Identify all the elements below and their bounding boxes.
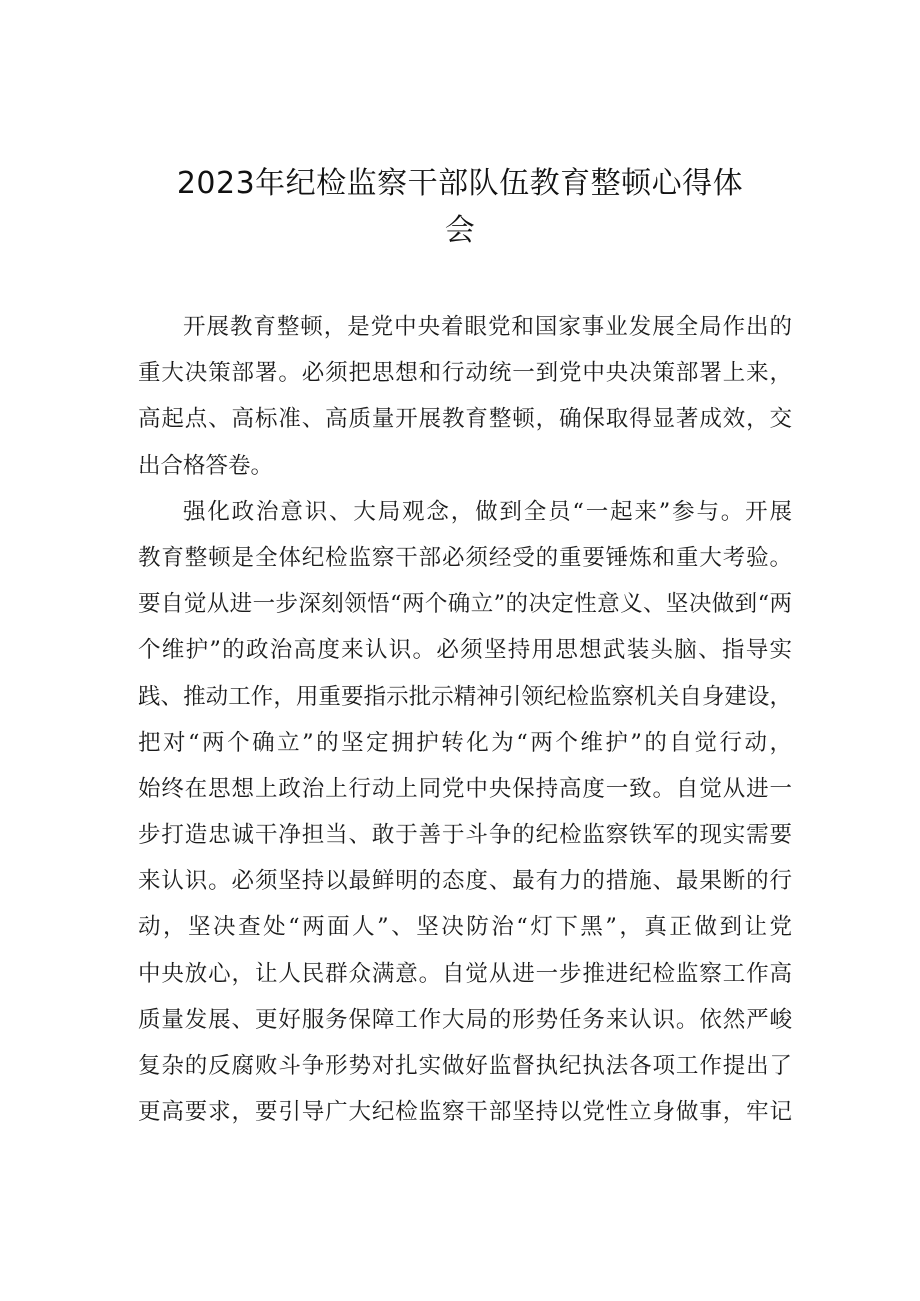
document-title [130, 160, 790, 254]
title-line: 会 [444, 213, 476, 248]
paragraph-line: 更高要求，要引导广大纪检监察干部坚持以党性立身做事，牢记 [138, 1099, 792, 1126]
paragraph-line: 质量发展、更好服务保障工作大局的形势任务来认识。依然严峻 [138, 1006, 792, 1033]
paragraph-line: 步打造忠诚干净担当、敢于善于斗争的纪检监察铁军的现实需要 [138, 822, 792, 849]
document-body [138, 304, 792, 1135]
paragraph-line: 把对“两个确立”的坚定拥护转化为“两个维护”的自觉行动， [138, 729, 792, 756]
paragraph-line: 动，坚决查处“两面人”、坚决防治“灯下黑”，真正做到让党 [138, 914, 792, 941]
paragraph-line: 始终在思想上政治上行动上同党中央保持高度一致。自觉从进一 [138, 775, 792, 802]
paragraph-line: 强化政治意识、大局观念，做到全员“一起来”参与。开展 [183, 498, 792, 525]
paragraph-line: 践、推动工作，用重要指示批示精神引领纪检监察机关自身建设， [138, 683, 792, 710]
paragraph-line: 开展教育整顿，是党中央着眼党和国家事业发展全局作出的 [183, 314, 792, 340]
paragraph-1 [138, 304, 792, 489]
paragraph-line: 教育整顿是全体纪检监察干部必须经受的重要锤炼和重大考验。 [138, 544, 792, 571]
paragraph-line: 要自觉从进一步深刻领悟“两个确立”的决定性意义、坚决做到“两 [138, 591, 792, 618]
paragraph-line: 中央放心，让人民群众满意。自觉从进一步推进纪检监察工作高 [138, 960, 792, 987]
paragraph-2 [138, 489, 792, 1136]
title-line: 2023年纪检监察干部队伍教育整顿心得体 [176, 166, 744, 201]
paragraph-line: 高起点、高标准、高质量开展教育整顿，确保取得显著成效，交 [138, 406, 792, 433]
paragraph-line: 个维护”的政治高度来认识。必须坚持用思想武装头脑、指导实 [138, 637, 792, 664]
paragraph-line: 来认识。必须坚持以最鲜明的态度、最有力的措施、最果断的行 [138, 868, 792, 895]
paragraph-line: 复杂的反腐败斗争形势对扎实做好监督执纪执法各项工作提出了 [138, 1053, 792, 1079]
paragraph-line: 出合格答卷。 [138, 452, 274, 479]
paragraph-line: 重大决策部署。必须把思想和行动统一到党中央决策部署上来， [138, 360, 792, 387]
